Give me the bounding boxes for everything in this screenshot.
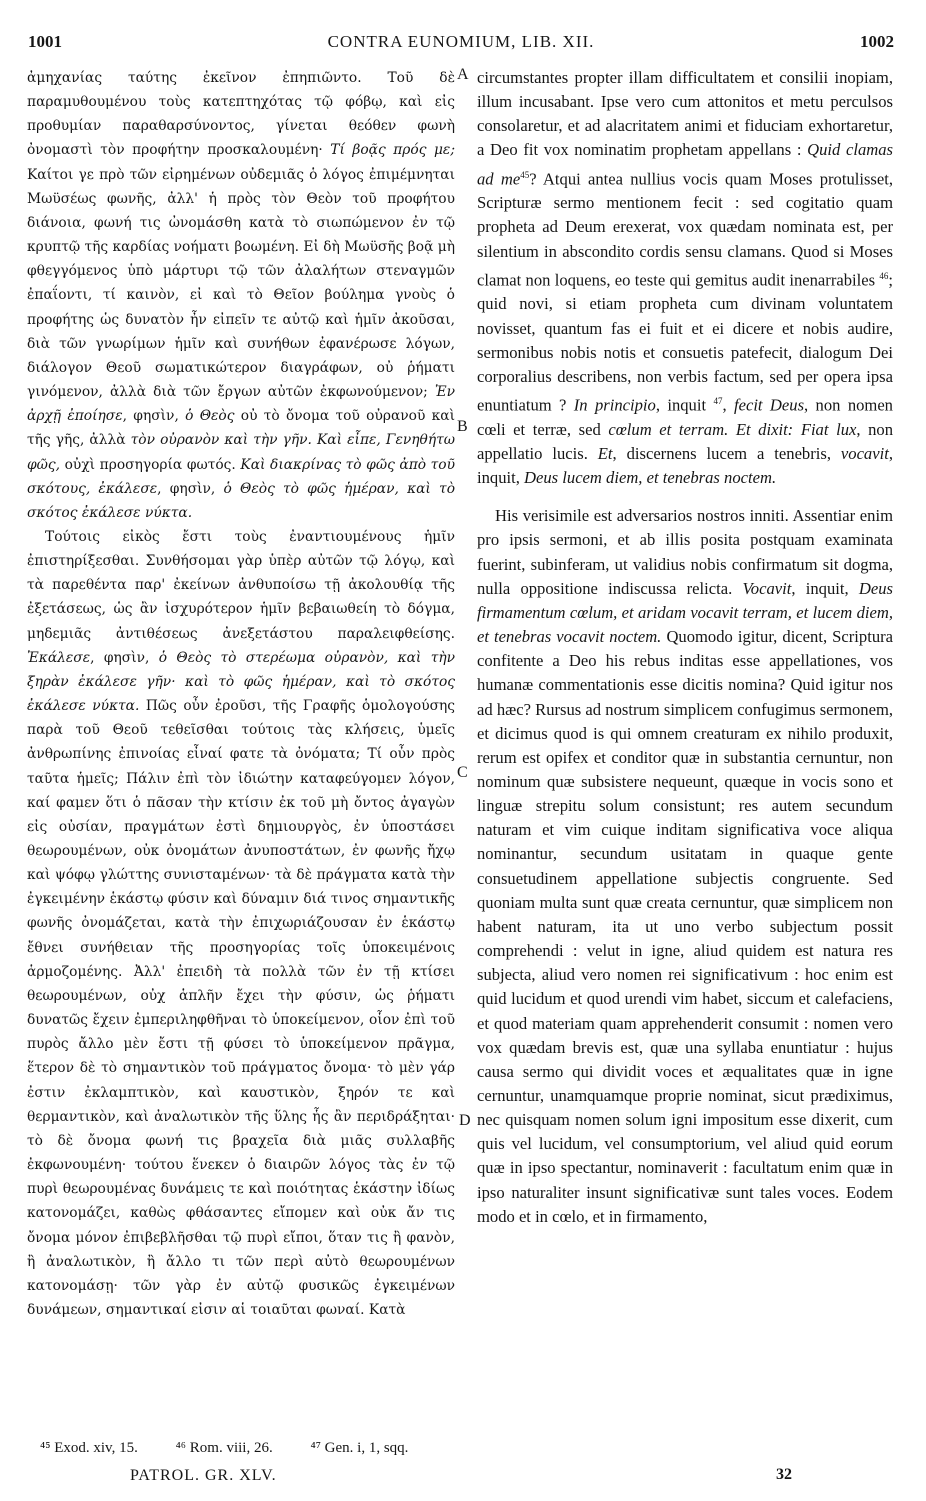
running-title: CONTRA EUNOMIUM, LIB. XII. [327, 32, 595, 51]
page-number-right: 1002 [860, 32, 894, 51]
footnote-46: ⁴⁶ Rom. viii, 26. [175, 1440, 273, 1456]
section-marker-b: B [457, 418, 468, 435]
running-header [28, 32, 894, 56]
footnote-ref-45: 45 [520, 169, 530, 180]
section-marker-c: C [457, 764, 468, 781]
section-marker-d: D [459, 1112, 471, 1129]
greek-column [27, 66, 455, 1428]
section-marker-a: A [457, 66, 469, 83]
footnotes [40, 1440, 442, 1457]
footnote-45: ⁴⁵ Exod. xiv, 15. [40, 1440, 138, 1456]
footnote-ref-47: 47 [713, 396, 723, 407]
greek-paragraph-1: ἀμηχανίας ταύτης ἐκεῖνον ἐπηπιῶντο. Τοῦ δὲ παραμυθουμένου τοὺς κατεπτηχότας τῷ φόβῳ, καὶ εἰς προθυμίαν παραθαρσύνοντος, γίνεται θεόθεν φωνὴ ὀνομαστὶ τὸν προφήτην προσκαλουμένη· Τί βοᾷς πρός με; Καίτοι γε πρὸ τῶν εἰρημένων οὐδεμιᾶς ὁ λόγος ἐπιμέμνηται Μωϋσέως φωνῆς, ἀλλ' ἡ πρὸς τὸν Θεὸν τοῦ προφήτου διάνοια, φωνή τις ὠνομάσθη κατὰ τὸ σιωπώμενον ἐν τῷ κρυπτῷ τῆς καρδίας νοήματι βοωμένη. Εἰ δὴ Μωϋσῆς βοᾷ μὴ φθεγγόμενος ὑπὸ μάρτυρι τῷ τῶν ἀλαλήτων στεναγμῶν ἐπαΐοντι, τί καινὸν, εἰ καὶ τὸ Θεῖον βούλημα γνοὺς ὁ προφήτης ὡς δυνατὸν ἦν εἰπεῖν τε αὐτῷ καὶ ἡμῖν ἀκοῦσαι, διὰ τῶν γνωρίμων ἡμῖν καὶ συνήθων ἐφανέρωσε λόγων, διάλογον Θεοῦ σωματικώτερον διαγράφων, οὐ ῥήματι γινόμενον, ἀλλὰ διὰ τῶν ἔργων αὐτῶν ἐκφωνούμενον; Ἐν ἀρχῇ ἐποίησε, φησὶν, ὁ Θεὸς οὐ τὸ ὄνομα τοῦ οὐρανοῦ καὶ τῆς γῆς, ἀλλὰ τὸν οὐρανὸν καὶ τὴν γῆν. Καὶ εἶπε, Γενηθήτω φῶς, οὐχὶ προσηγορία φωτός. Καὶ διακρίνας τὸ φῶς ἀπὸ τοῦ σκότους, ἐκάλεσε, φησὶν, ὁ Θεὸς τὸ φῶς ἡμέραν, καὶ τὸ σκότος ἐκάλεσε νύκτα. [27, 70, 455, 521]
series-signature: PATROL. GR. XLV. [130, 1467, 277, 1484]
latin-column [477, 66, 893, 1428]
page-number-left: 1001 [28, 32, 62, 51]
latin-paragraph-2: His verisimile est adversarios nostros inniti. Assentiar enim pro ipsis sermoni, et ab illis posita postquam examinata fuerint, subinferam, ut validius nobis confirmatum sit dogma, nulla oppositione indiscussa relicta. Vocavit, inquit, Deus firmamentum cœlum, et aridam vocavit terram, et lucem diem, et tenebras vocavit noctem. Quomodo igitur, dicent, Scriptura confitente a Deo his rebus inditas esse appellationes, vos humanæ commentationis esse dicitis nomina? Quid igitur nos ad hæc? Rursus ad nostrum simplicem confugimus sermonem, et dicimus quod is qui omnem creaturam ex nihilo produxit, rerum est opifex et conditor quæ in substantia cernuntur, non nominum quæ subsistere nequeunt, quæque in vocis sono et linguæ strepitu solum consistunt; res autem secundum naturam et vim cuique inditam significativa voce aliqua nominantur, secundum usitatam in quaque gente consuetudinem appellatione subjectis congruente. Sed quoniam multa sunt quæ creata cernuntur, quæ simplicem non habent naturam, ita ut uno verbo subjectum possit comprehendi : velut in igne, aliud quidem est natura res subjecta, aliud vero nomen rei significativum : hoc enim est quid lucidum et quod urendi vim habet, siccum et calefaciens, et quod materiam quam apprehenderit consumit : nomen vero vox quædam brevis est, quæ una syllaba enuntiatur : hujus causa sermo qui dividit voces et æqualitates quæ in igne cernuntur, unamquamque proprie nominat, sicut prædiximus, nec quisquam nomen solum igni impositum esse dixerit, cum quis vel lucidum, vel consumptorium, vel aliud quid eorum quæ in ipso spectantur, nominaverit : facultatum enim quæ in ipso naturaliter insunt significativæ sunt tales voces. Eodem modo et in cœlo, et in firmamento, [477, 506, 893, 1226]
footnote-47: ⁴⁷ Gen. i, 1, sqq. [310, 1440, 409, 1456]
sheet-number: 32 [776, 1466, 792, 1483]
latin-paragraph-1: circumstantes propter illam difficultatem et consilii inopiam, illum incusabant. Ipse vero cum attonitos et metu perculsos consolaretur, et ad alacritatem animi et fiduciam exhortaretur, a Deo fit vox nominatim prophetam appellans : Quid clamas ad $me^{45}$? Atqui antea nullius vocis quam Moses protulisset, Scripturæ sermo mentionem fecit : sed cogitatio quam propheta ad Deum erexerat, vox quædam nominata est, per silentium in abscondito cordis sensu clamans. Quod si Moses clamat non loquens, eo teste qui gemitus audit inenarrabiles $^{46}$; quid novi, si etiam propheta cum divinam voluntatem novisset, quantum fas ei fuit et ei dicere et nobis audire, sermonibus nobis notis et consuetis patefecit, dialogum Dei corporalius describens, non verbis factum, sed per opera ipsa enuntiatum ? In principio, inquit $^{47}$, fecit Deus, non nomen cœli et terræ, sed cœlum et terram. Et dixit: Fiat lux, non appellatio lucis. Et, discernens lucem a tenebris, vocavit, inquit, Deus lucem diem, et tenebras noctem. [477, 68, 893, 488]
footnote-ref-46: 46 [879, 270, 889, 281]
greek-paragraph-2: Τούτοις εἰκὸς ἔστι τοὺς ἐναντιουμένους ἡμῖν ἐπιστηρίξεσθαι. Συνθήσομαι γὰρ ὑπὲρ αὐτῶν τῷ λόγῳ, καὶ τὰ παρεθέντα παρ' ἐκείνων ἀνθυποίσω τῇ ἀκολουθίᾳ τῆς ἐξετάσεως, ὡς ἂν ἰσχυρότερον ἡμῖν βεβαιωθείη τὸ δόγμα, μηδεμιᾶς ἀντιθέσεως ἀνεξετάστου παραλειφθείσης. Ἐκάλεσε, φησὶν, ὁ Θεὸς τὸ στερέωμα οὐρανὸν, καὶ τὴν ξηρὰν ἐκάλεσε γῆν· καὶ τὸ φῶς ἡμέραν, καὶ τὸ σκότος ἐκάλεσε νύκτα. Πῶς οὖν ἐροῦσι, τῆς Γραφῆς ὁμολογούσης παρὰ τοῦ Θεοῦ τεθεῖσθαι τούτοις τὰς κλήσεις, ὑμεῖς ἀνθρωπίνης ἐπινοίας εἶναί φατε τὰ ὀνόματα; Τί οὖν πρὸς ταῦτα ἡμεῖς; Πάλιν ἐπὶ τὸν ἰδιώτην καταφεύγομεν λόγον, καί φαμεν ὅτι ὁ πᾶσαν τὴν κτίσιν ἐκ τοῦ μὴ ὄντος ἀγαγὼν εἰς οὐσίαν, πραγμάτων ἐστὶ δημιουργὸς, ἐν ὑποστάσει θεωρουμένων, οὐκ ὀνομάτων ἀνυποστάτων, ἐν φωνῆς ἤχῳ καὶ ψόφῳ γλώττης συνισταμένων· τὰ δὲ πράγματα κατὰ τὴν ἐγκειμένην ἑκάστῳ φύσιν καὶ δύναμιν διά τινος σημαντικῆς φωνῆς ὀνομάζεται, κατὰ τὴν ἐπιχωριάζουσαν ἐν ἑκάστῳ ἔθνει συνήθειαν τῆς προσηγορίας τοῖς ὑποκειμένοις ἁρμοζομένης. Ἀλλ' ἐπειδὴ τὰ πολλὰ τῶν ἐν τῇ κτίσει θεωρουμένων, οὐχ ἁπλῆν ἔχει τὴν φύσιν, ὡς ῥήματι δυνατῶς ἔχειν ἐμπεριληφθῆναι τὸ ὑποκείμενον, οἷον ἐπὶ τοῦ πυρὸς ἄλλο μὲν ἔστι τῇ φύσει τὸ ὑποκείμενον πρᾶγμα, ἕτερον δὲ τὸ σημαντικὸν τοῦ πράγματος ὄνομα· τὸ μὲν γάρ ἐστιν ἐκλαμπτικὸν, καὶ καυστικὸν, ξηρόν τε καὶ θερμαντικὸν, καὶ ἀναλωτικὸν τῆς ὕλης ἧς ἂν περιδράξηται· τὸ δὲ ὄνομα φωνή τις βραχεῖα διὰ μιᾶς συλλαβῆς ἐκφωνουμένη· τούτου ἕνεκεν ὁ διαιρῶν λόγος τὰς ἐν τῷ πυρὶ θεωρουμένας δυνάμεις τε καὶ ποιότητας ἑκάστην ἰδίως κατονομάζει, καθὼς φθάσαντες εἴπομεν καὶ οὐκ ἄν τις ὄνομα μόνον ἐπιβεβλῆσθαι τῷ πυρὶ εἴποι, ὅταν τις ἢ φανὸν, ἢ ἀναλωτικὸν, ἢ ἄλλο τι τῶν περὶ αὐτὸ θεωρουμένων κατονομάσῃ· τῶν γὰρ ἐν αὐτῷ φυσικῶς ἐγκειμένων δυνάμεων, σημαντικαί εἰσιν αἱ τοιαῦται φωναί. Κατὰ [27, 528, 455, 1318]
